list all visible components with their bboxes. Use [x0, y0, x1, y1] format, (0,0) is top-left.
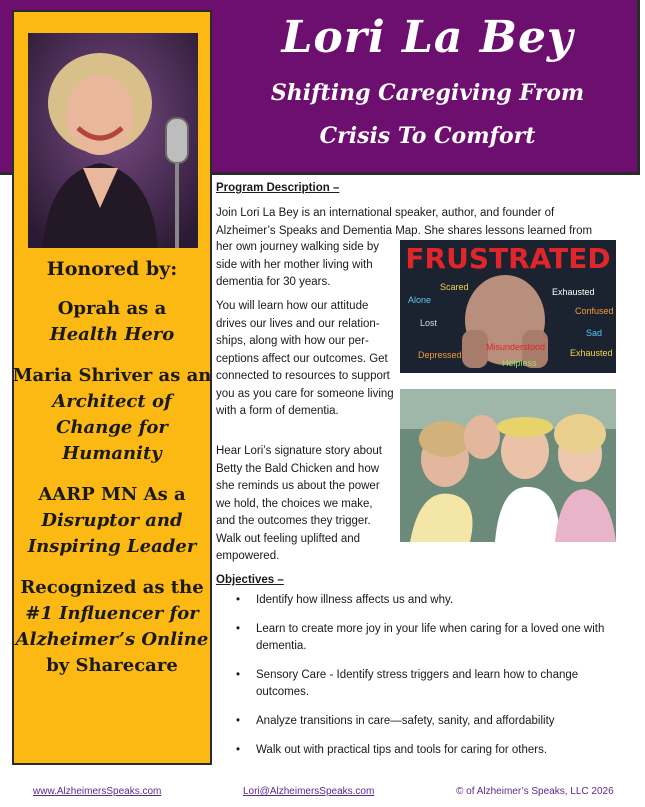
program-intro: Join Lori La Bey is an international speaker, author, and founder of Alzheimer’s Speaks and Dementia Map. She shares lessons learned from — [216, 207, 593, 237]
svg-text:Exhausted: Exhausted — [552, 287, 595, 297]
honor-oprah — [12, 296, 212, 348]
honor-oprah-title: Health Hero — [49, 324, 175, 345]
honor-sharecare-tail: by Sharecare — [46, 655, 178, 676]
svg-text:Helpless: Helpless — [502, 358, 537, 368]
footer-website — [33, 786, 161, 797]
list-item: • Learn to create more joy in your life when caring for a loved one with dementia. — [236, 621, 616, 655]
honor-aarp — [12, 482, 212, 560]
objectives-list — [236, 592, 616, 771]
program-para-1: her own journey walking side by side with her mother living with dementia for 30 years. — [216, 241, 380, 288]
honor-aarp-lead: AARP MN As a — [38, 484, 186, 505]
tagline-line-1: Shifting Caregiving From — [270, 80, 585, 106]
frustrated-photo — [400, 240, 616, 373]
list-item: • Identify how illness affects us and why. — [236, 592, 616, 609]
svg-text:Lost: Lost — [420, 318, 438, 328]
svg-text:Misunderstood: Misunderstood — [486, 342, 546, 352]
honor-aarp-title: Disruptor and Inspiring Leader — [27, 510, 197, 557]
honor-shriver-title: Architect of Change for Humanity — [52, 391, 172, 464]
footer-copyright: © of Alzheimer’s Speaks, LLC 2026 — [456, 786, 614, 797]
group-photo — [400, 389, 616, 542]
honor-oprah-lead: Oprah as a — [57, 298, 167, 319]
frustrated-headline: FRUSTRATED — [405, 242, 611, 275]
program-para-2: You will learn how our attitude drives our lives and our relation-ships, along with how our per-ceptions affect our outcomes. Get connected to resources to support you as you care for someone living with a form of dementia. — [216, 300, 394, 417]
svg-text:Alone: Alone — [408, 295, 432, 305]
program-para-3: Hear Lori’s signature story about Betty the Bald Chicken and how she reminds us about the power we hold, the choices we make, and the outcomes they trigger. Walk out feeling uplifted and empowered. — [216, 445, 382, 562]
speaker-portrait — [28, 33, 198, 248]
list-item: • Analyze transitions in care—safety, sanity, and affordability — [236, 713, 616, 730]
list-item: • Sensory Care - Identify stress triggers and learn how to change outcomes. — [236, 667, 616, 701]
honor-sharecare-title: #1 Influencer for Alzheimer’s Online — [15, 603, 209, 650]
program-description — [216, 180, 606, 197]
honor-sharecare — [12, 575, 212, 679]
svg-text:Exhausted: Exhausted — [570, 348, 613, 358]
svg-text:Confused: Confused — [575, 306, 614, 316]
honor-shriver-lead: Maria Shriver as an — [12, 365, 212, 386]
program-heading: Program Description – — [216, 182, 340, 194]
email-link[interactable]: Lori@AlzheimersSpeaks.com — [243, 786, 375, 797]
honor-sharecare-lead: Recognized as the — [20, 577, 204, 598]
honored-by-heading: Honored by: — [46, 258, 178, 280]
honor-shriver — [12, 363, 212, 467]
tagline-line-2: Crisis To Comfort — [319, 123, 536, 149]
objectives-heading: Objectives – — [216, 574, 284, 586]
footer-email — [243, 786, 374, 797]
svg-text:Scared: Scared — [440, 282, 469, 292]
speaker-name: Lori La Bey — [281, 12, 574, 63]
svg-text:Sad: Sad — [586, 328, 603, 338]
honors-list — [12, 258, 212, 694]
website-link[interactable]: www.AlzheimersSpeaks.com — [33, 786, 162, 797]
svg-text:Depressed: Depressed — [418, 350, 462, 360]
list-item: • Walk out with practical tips and tools for caring for others. — [236, 742, 616, 759]
